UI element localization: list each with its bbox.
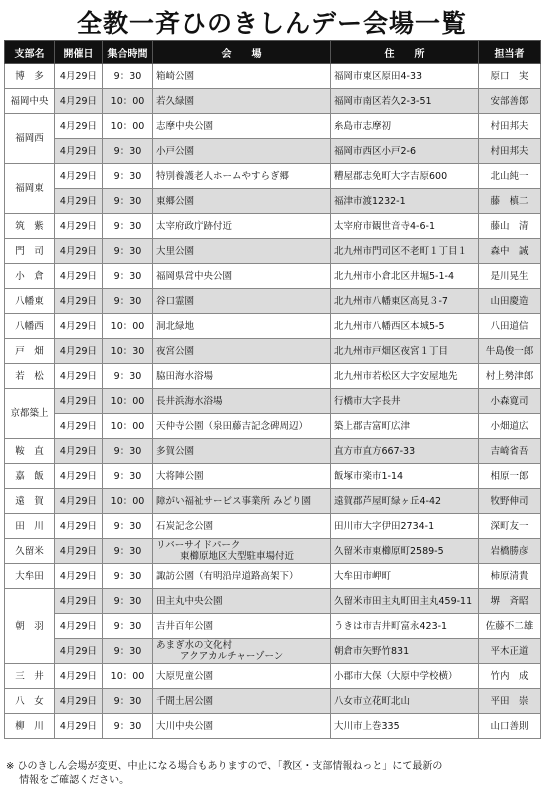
time-cell: 9：30: [103, 539, 153, 564]
venue-name: 石炭記念公園: [156, 520, 214, 532]
person-cell: 佐藤不二雄: [479, 614, 541, 639]
date-cell: 4月29日: [55, 639, 103, 664]
time-cell: 9：30: [103, 564, 153, 589]
address-cell: 福津市渡1232-1: [331, 189, 479, 214]
time-cell: 10：00: [103, 489, 153, 514]
table-row: [5, 339, 541, 364]
person-cell: 岩橋勝彦: [479, 539, 541, 564]
venue-name: 夜宮公園: [156, 345, 195, 357]
branch-name: 遠 賀: [5, 489, 55, 514]
table-row: [5, 314, 541, 339]
table-row: [5, 414, 541, 439]
person-cell: 森中 誠: [479, 239, 541, 264]
date-cell: 4月29日: [55, 164, 103, 189]
table-row: [5, 264, 541, 289]
address-cell: 福岡市西区小戸2-6: [331, 139, 479, 164]
branch-name: 八 女: [5, 689, 55, 714]
table-row: [5, 689, 541, 714]
date-cell: 4月29日: [55, 314, 103, 339]
time-cell: 9：30: [103, 189, 153, 214]
venue-cell: [153, 614, 331, 639]
table-row: [5, 239, 541, 264]
address-cell: 遠賀郡芦屋町緑ヶ丘4-42: [331, 489, 479, 514]
date-cell: 4月29日: [55, 464, 103, 489]
date-cell: 4月29日: [55, 689, 103, 714]
branch-name: 門 司: [5, 239, 55, 264]
address-cell: 小郡市大保（大原中学校横）: [331, 664, 479, 689]
address-cell: うきは市吉井町富永423-1: [331, 614, 479, 639]
address-cell: 飯塚市楽市1-14: [331, 464, 479, 489]
address-cell: 福岡市東区原田4-33: [331, 64, 479, 89]
venue-cell: [153, 214, 331, 239]
venue-cell: [153, 414, 331, 439]
venue-name: リバーサイドパーク: [156, 540, 241, 551]
venue-cell: [153, 89, 331, 114]
branch-name: 福岡東: [5, 164, 55, 214]
table-body: [5, 64, 541, 739]
time-cell: 9：30: [103, 689, 153, 714]
venue-name: 吉井百年公園: [156, 620, 214, 632]
venue-cell: [153, 439, 331, 464]
address-cell: 北九州市八幡西区本城5-5: [331, 314, 479, 339]
venue-name: 太宰府政庁跡付近: [156, 220, 233, 232]
branch-name: 大牟田: [5, 564, 55, 589]
date-cell: 4月29日: [55, 589, 103, 614]
venue-cell: [153, 289, 331, 314]
date-cell: 4月29日: [55, 114, 103, 139]
table-row: [5, 614, 541, 639]
venue-name: 千間土居公園: [156, 695, 214, 707]
address-cell: 北九州市門司区不老町１丁目１: [331, 239, 479, 264]
address-cell: 糟屋郡志免町大字吉原600: [331, 164, 479, 189]
venue-cell: [153, 139, 331, 164]
venue-name: 障がい福祉サービス事業所 みどり園: [156, 495, 312, 507]
venue-name: 長井浜海水浴場: [156, 395, 223, 407]
time-cell: 10：00: [103, 414, 153, 439]
person-cell: 藤山 清: [479, 214, 541, 239]
person-cell: 小森寛司: [479, 389, 541, 414]
person-cell: 山口善則: [479, 714, 541, 739]
person-cell: 是川晃生: [479, 264, 541, 289]
venue-name: 大里公園: [156, 245, 195, 257]
branch-name: 小 倉: [5, 264, 55, 289]
table-row: [5, 364, 541, 389]
date-cell: 4月29日: [55, 289, 103, 314]
table-row: [5, 289, 541, 314]
table-row: [5, 164, 541, 189]
venue-name: 若久緑園: [156, 95, 195, 107]
date-cell: 4月29日: [55, 139, 103, 164]
person-cell: 原口 実: [479, 64, 541, 89]
venue-cell: [153, 314, 331, 339]
branch-name: 福岡西: [5, 114, 55, 164]
table-row: [5, 439, 541, 464]
person-cell: 小畑道広: [479, 414, 541, 439]
branch-name: 柳 川: [5, 714, 55, 739]
time-cell: 9：30: [103, 614, 153, 639]
branch-name: 嘉 飯: [5, 464, 55, 489]
branch-name: 戸 畑: [5, 339, 55, 364]
table-row: [5, 564, 541, 589]
address-cell: 太宰府市観世音寺4-6-1: [331, 214, 479, 239]
date-cell: 4月29日: [55, 189, 103, 214]
time-cell: 9：30: [103, 439, 153, 464]
date-cell: 4月29日: [55, 364, 103, 389]
header-date: 開催日: [55, 41, 103, 64]
address-cell: 北九州市八幡東区高見３-7: [331, 289, 479, 314]
address-cell: 北九州市若松区大字安屋地先: [331, 364, 479, 389]
address-cell: 久留米市東櫛原町2589-5: [331, 539, 479, 564]
date-cell: 4月29日: [55, 264, 103, 289]
date-cell: 4月29日: [55, 564, 103, 589]
address-cell: 行橋市大字長井: [331, 389, 479, 414]
person-cell: 山田慶造: [479, 289, 541, 314]
venue-name: 福岡県営中央公園: [156, 270, 233, 282]
venue-name: 田主丸中央公園: [156, 595, 223, 607]
address-cell: 田川市大字伊田2734-1: [331, 514, 479, 539]
address-cell: 築上郡吉富町広津: [331, 414, 479, 439]
venue-cell: [153, 589, 331, 614]
person-cell: 村田邦夫: [479, 114, 541, 139]
time-cell: 9：30: [103, 164, 153, 189]
venue-cell: [153, 264, 331, 289]
date-cell: 4月29日: [55, 89, 103, 114]
time-cell: 9：30: [103, 264, 153, 289]
date-cell: 4月29日: [55, 714, 103, 739]
venue-name: 天仲寺公園（泉田藤吉記念碑周辺）: [156, 420, 309, 432]
time-cell: 9：30: [103, 64, 153, 89]
venue-cell: [153, 464, 331, 489]
time-cell: 10：00: [103, 314, 153, 339]
venue-name: 谷口霊園: [156, 295, 195, 307]
footnote: [6, 760, 538, 788]
time-cell: 9：30: [103, 514, 153, 539]
table-row: [5, 514, 541, 539]
person-cell: 北山純一: [479, 164, 541, 189]
venue-name: 多賀公園: [156, 445, 195, 457]
date-cell: 4月29日: [55, 214, 103, 239]
header-venue: 会 場: [153, 41, 331, 64]
branch-name: 朝 羽: [5, 589, 55, 664]
time-cell: 9：30: [103, 139, 153, 164]
person-cell: 八田道信: [479, 314, 541, 339]
venue-cell: [153, 239, 331, 264]
date-cell: 4月29日: [55, 414, 103, 439]
address-cell: 福岡市南区若久2-3-51: [331, 89, 479, 114]
venue-name: 大原児童公園: [156, 670, 214, 682]
table-row: [5, 664, 541, 689]
venue-subname: アクアカルチャーゾーン: [180, 651, 284, 662]
venue-cell: [153, 689, 331, 714]
table-row: [5, 114, 541, 139]
table-row: [5, 214, 541, 239]
venue-cell: [153, 64, 331, 89]
person-cell: 安部善郎: [479, 89, 541, 114]
header-branch: 支部名: [5, 41, 55, 64]
time-cell: 10：00: [103, 114, 153, 139]
table-header-row: [5, 41, 541, 64]
branch-name: 京都築上: [5, 389, 55, 439]
address-cell: 直方市直方667-33: [331, 439, 479, 464]
person-cell: 村田邦夫: [479, 139, 541, 164]
branch-name: 鞍 直: [5, 439, 55, 464]
time-cell: 10：30: [103, 339, 153, 364]
address-cell: 八女市立花町北山: [331, 689, 479, 714]
person-cell: 牧野伸司: [479, 489, 541, 514]
venue-cell: [153, 564, 331, 589]
page-title: 全教一斉ひのきしんデー会場一覧: [76, 9, 467, 38]
header-address: 住 所: [331, 41, 479, 64]
time-cell: 9：30: [103, 289, 153, 314]
venue-name: 洞北緑地: [156, 320, 195, 332]
time-cell: 10：00: [103, 89, 153, 114]
venue-cell: [153, 364, 331, 389]
time-cell: 9：30: [103, 714, 153, 739]
person-cell: 吉崎省吾: [479, 439, 541, 464]
venue-cell: [153, 489, 331, 514]
person-cell: 相原一郎: [479, 464, 541, 489]
branch-name: 博 多: [5, 64, 55, 89]
address-cell: 大牟田市岬町: [331, 564, 479, 589]
person-cell: 竹内 成: [479, 664, 541, 689]
person-cell: 深町友一: [479, 514, 541, 539]
table-row: [5, 539, 541, 564]
venue-cell: [153, 189, 331, 214]
date-cell: 4月29日: [55, 539, 103, 564]
branch-name: 若 松: [5, 364, 55, 389]
table-row: [5, 189, 541, 214]
branch-name: 八幡西: [5, 314, 55, 339]
address-cell: 北九州市戸畑区夜宮１丁目: [331, 339, 479, 364]
table-row: [5, 714, 541, 739]
branch-name: 筑 紫: [5, 214, 55, 239]
table-row: [5, 489, 541, 514]
branch-name: 田 川: [5, 514, 55, 539]
person-cell: 平田 崇: [479, 689, 541, 714]
table-row: [5, 139, 541, 164]
venue-name: 脇田海水浴場: [156, 370, 214, 382]
header-person: 担当者: [479, 41, 541, 64]
venue-cell: [153, 164, 331, 189]
date-cell: 4月29日: [55, 664, 103, 689]
venue-name: あまぎ水の文化村: [156, 640, 233, 651]
table-row: [5, 589, 541, 614]
address-cell: 糸島市志摩初: [331, 114, 479, 139]
venue-cell: [153, 639, 331, 664]
venue-cell: [153, 514, 331, 539]
person-cell: 堺 斉昭: [479, 589, 541, 614]
branch-name: 三 井: [5, 664, 55, 689]
venue-cell: [153, 389, 331, 414]
time-cell: 10：00: [103, 389, 153, 414]
time-cell: 9：30: [103, 239, 153, 264]
venue-name: 大将陣公園: [156, 470, 204, 482]
date-cell: 4月29日: [55, 239, 103, 264]
date-cell: 4月29日: [55, 439, 103, 464]
time-cell: 9：30: [103, 639, 153, 664]
branch-name: 久留米: [5, 539, 55, 564]
address-cell: 北九州市小倉北区井堀5-1-4: [331, 264, 479, 289]
venue-cell: [153, 114, 331, 139]
venue-name: 諏訪公園（有明沿岸道路高架下）: [156, 570, 299, 582]
venue-table: [4, 40, 541, 739]
venue-cell: [153, 339, 331, 364]
address-cell: 久留米市田主丸町田主丸459-11: [331, 589, 479, 614]
venue-cell: [153, 664, 331, 689]
person-cell: 藤 槙二: [479, 189, 541, 214]
time-cell: 9：30: [103, 589, 153, 614]
date-cell: 4月29日: [55, 339, 103, 364]
footnote-line: 情報をご確認ください。: [6, 775, 130, 786]
person-cell: 牛島俊一郎: [479, 339, 541, 364]
time-cell: 9：30: [103, 364, 153, 389]
venue-subname: 東櫛原地区大型駐車場付近: [180, 551, 295, 562]
venue-cell: [153, 714, 331, 739]
table-row: [5, 89, 541, 114]
time-cell: 9：30: [103, 464, 153, 489]
branch-name: 八幡東: [5, 289, 55, 314]
venue-name: 小戸公園: [156, 145, 195, 157]
venue-name: 大川中央公園: [156, 720, 214, 732]
date-cell: 4月29日: [55, 64, 103, 89]
venue-name: 箱崎公園: [156, 70, 195, 82]
footnote-line: ※ ひのきしん会場が変更、中止になる場合もありますので、「教区・支部情報ねっと」にて最新の: [6, 761, 443, 772]
table-row: [5, 639, 541, 664]
header-time: 集合時間: [103, 41, 153, 64]
date-cell: 4月29日: [55, 514, 103, 539]
venue-name: 志摩中央公園: [156, 120, 214, 132]
venue-name: 東郷公園: [156, 195, 195, 207]
branch-name: 福岡中央: [5, 89, 55, 114]
venue-cell: [153, 539, 331, 564]
address-cell: 朝倉市矢野竹831: [331, 639, 479, 664]
time-cell: 9：30: [103, 214, 153, 239]
person-cell: 柿原清貴: [479, 564, 541, 589]
date-cell: 4月29日: [55, 489, 103, 514]
venue-name: 特別養護老人ホームやすらぎ郷: [156, 170, 290, 182]
date-cell: 4月29日: [55, 389, 103, 414]
person-cell: 平木正道: [479, 639, 541, 664]
table-row: [5, 464, 541, 489]
table-row: [5, 389, 541, 414]
time-cell: 10：00: [103, 664, 153, 689]
person-cell: 村上勢津郎: [479, 364, 541, 389]
date-cell: 4月29日: [55, 614, 103, 639]
address-cell: 大川市上巻335: [331, 714, 479, 739]
table-row: [5, 64, 541, 89]
